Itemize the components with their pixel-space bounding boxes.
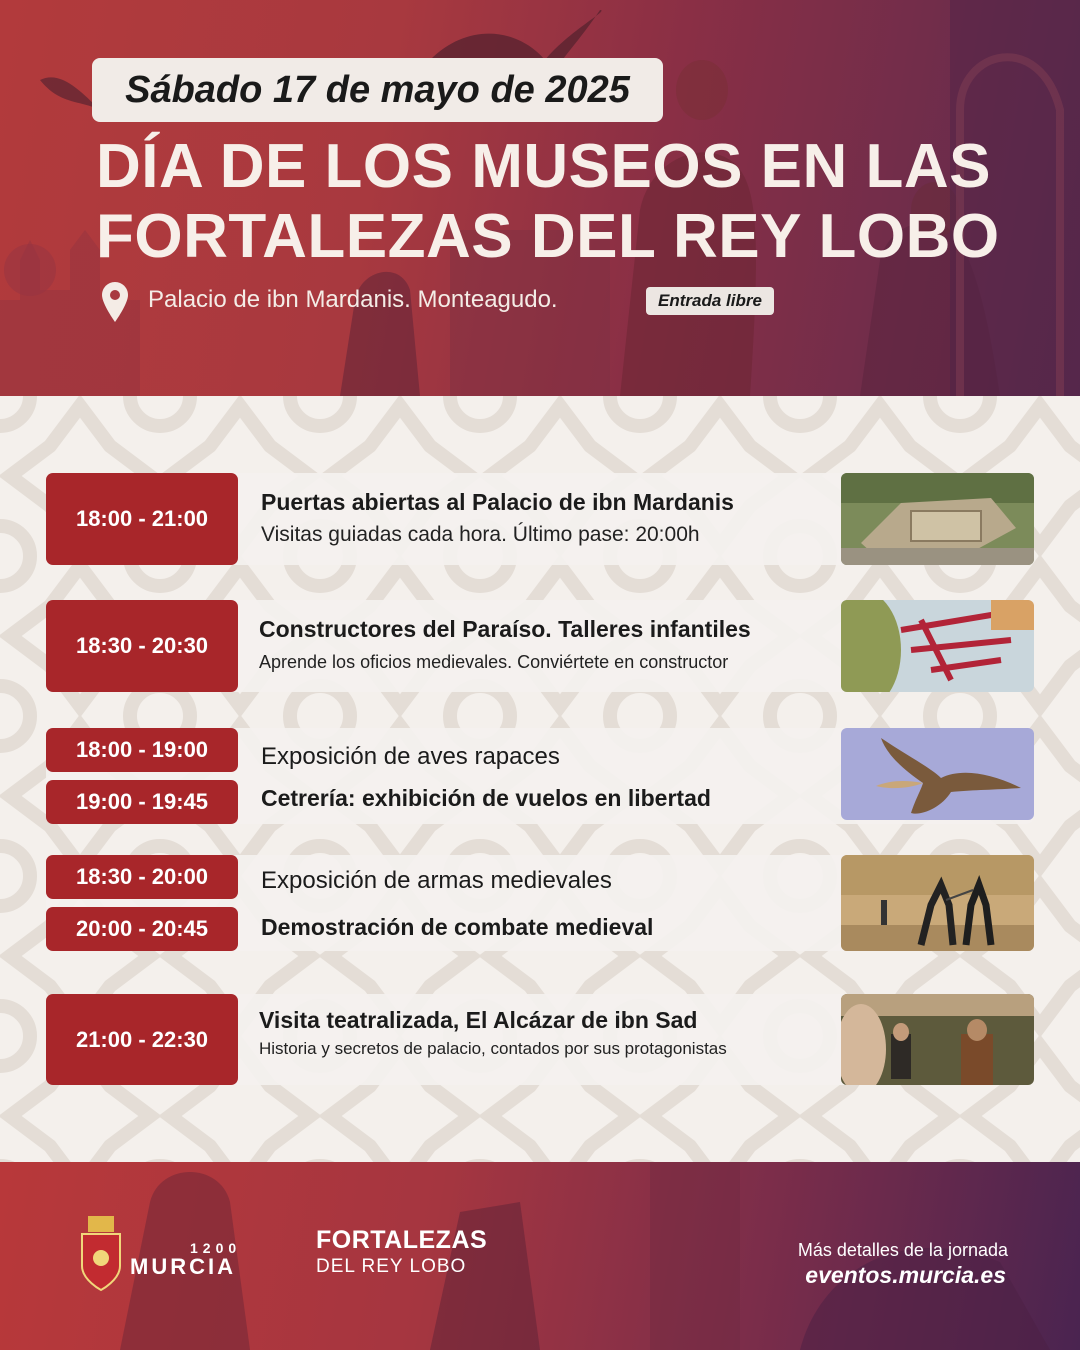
free-entry-badge: Entrada libre xyxy=(646,287,774,315)
theatre-visit-photo xyxy=(841,994,1034,1085)
time-badge: 20:00 - 20:45 xyxy=(46,907,238,951)
date-badge: Sábado 17 de mayo de 2025 xyxy=(92,58,663,122)
sword-fight-photo xyxy=(841,855,1034,951)
event-description: Aprende los oficios medievales. Conviértete en constructor xyxy=(259,652,729,672)
event-photo xyxy=(841,994,1034,1085)
schedule-row-2 xyxy=(46,600,1034,692)
event-description: Visitas guiadas cada hora. Último pase: 20:00h xyxy=(261,523,700,546)
time-badge: 19:00 - 19:45 xyxy=(46,780,238,824)
time-badge: 21:00 - 22:30 xyxy=(46,994,238,1085)
aerial-palace-photo xyxy=(841,473,1034,565)
event-photo xyxy=(841,855,1034,951)
time-badge: 18:30 - 20:30 xyxy=(46,600,238,692)
time-badge: 18:00 - 19:00 xyxy=(46,728,238,772)
brand-line-1: FORTALEZAS xyxy=(316,1226,488,1254)
murcia-coat-of-arms-icon xyxy=(78,1214,124,1292)
event-title: Puertas abiertas al Palacio de ibn Mardanis xyxy=(261,489,734,515)
page-title xyxy=(96,132,1036,272)
event-title: Exposición de armas medievales xyxy=(261,867,612,894)
title-line-1: DÍA DE LOS MUSEOS EN LAS xyxy=(96,132,992,201)
event-title: Demostración de combate medieval xyxy=(261,914,654,940)
time-badge: 18:00 - 21:00 xyxy=(46,473,238,565)
event-photo xyxy=(841,473,1034,565)
event-description: Historia y secretos de palacio, contados por sus protagonistas xyxy=(259,1039,727,1058)
event-title: Cetrería: exhibición de vuelos en libertad xyxy=(261,785,711,811)
schedule-row-3 xyxy=(46,728,1034,824)
event-title: Constructores del Paraíso. Talleres infantiles xyxy=(259,616,751,642)
logo-number: 1200 xyxy=(190,1240,242,1256)
brand-line-2: DEL REY LOBO xyxy=(316,1256,467,1277)
schedule-row-5 xyxy=(46,994,1034,1085)
website-link[interactable]: eventos.murcia.es xyxy=(805,1262,1006,1288)
location-pin-icon xyxy=(102,282,128,322)
hawk-photo xyxy=(841,728,1034,820)
title-line-2: FORTALEZAS DEL REY LOBO xyxy=(96,202,1000,271)
hero-header xyxy=(0,0,1080,396)
event-photo xyxy=(841,728,1034,820)
more-info-text: Más detalles de la jornada xyxy=(797,1240,1008,1260)
logo-word: MURCIA xyxy=(130,1254,236,1279)
schedule-row-4 xyxy=(46,855,1034,951)
event-title: Visita teatralizada, El Alcázar de ibn Sad xyxy=(259,1007,698,1033)
schedule-row-1 xyxy=(46,473,1034,565)
schedule-section xyxy=(0,396,1080,1162)
location-text: Palacio de ibn Mardanis. Monteagudo. xyxy=(148,286,558,313)
footer xyxy=(0,1162,1080,1350)
event-title: Exposición de aves rapaces xyxy=(261,743,560,770)
event-photo xyxy=(841,600,1034,692)
time-badge: 18:30 - 20:00 xyxy=(46,855,238,899)
children-workshop-photo xyxy=(841,600,1034,692)
